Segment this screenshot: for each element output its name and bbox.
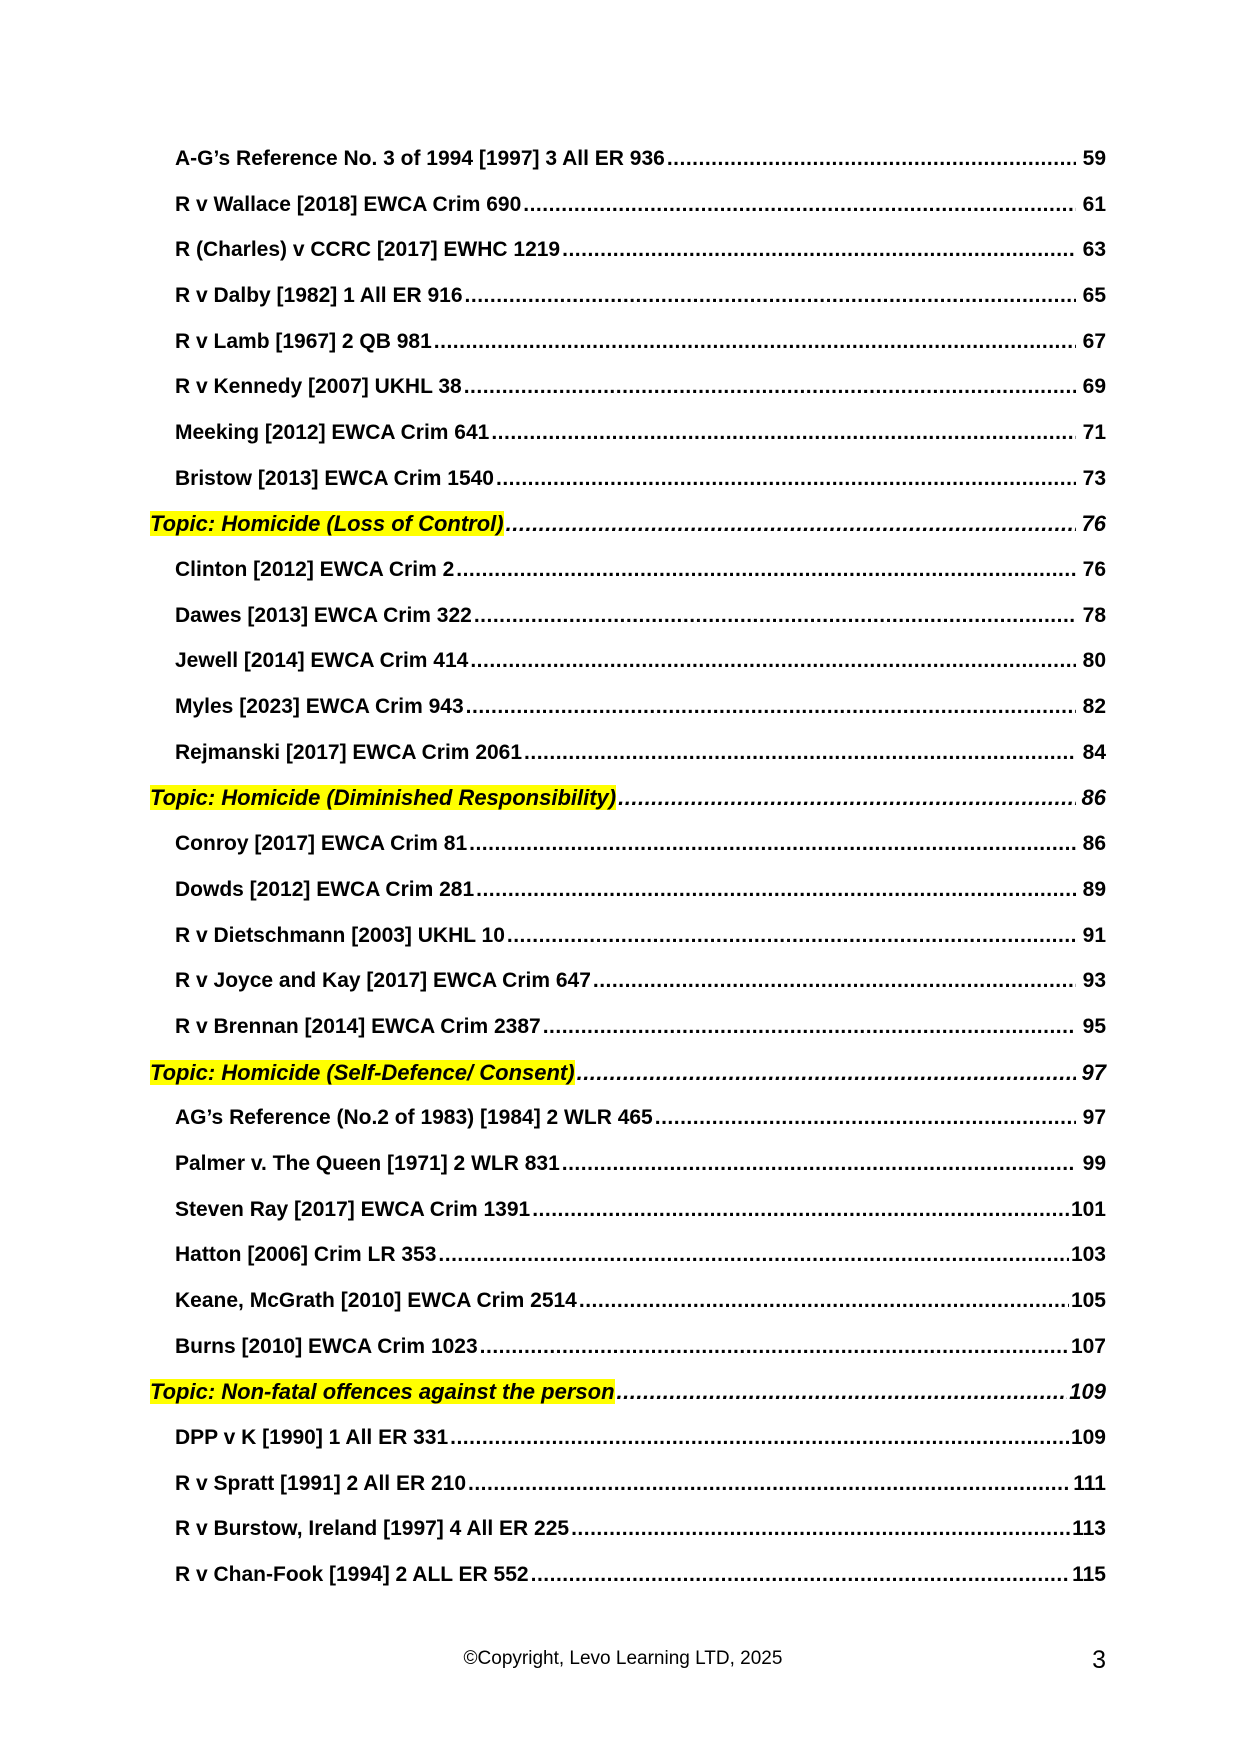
toc-entry[interactable] [0,1141,1246,1187]
toc-row[interactable] [175,227,1106,273]
case-title-text: R v Burstow, Ireland [1997] 4 All ER 225 [175,1517,570,1541]
dot-leader [468,1472,1071,1496]
case-title [175,147,665,171]
toc-page-number: 59 [1082,146,1106,170]
page-number: 3 [1092,1646,1106,1674]
case-title [175,1426,448,1450]
dot-leader [469,832,1076,856]
toc-page-number: 101 [1070,1197,1106,1221]
case-title [175,649,468,673]
dot-leader [562,1152,1076,1176]
dot-leader [474,604,1076,628]
toc-page-number: 111 [1073,1471,1106,1495]
toc-row[interactable] [175,1415,1106,1461]
page-footer [0,1646,1246,1676]
case-title-text: Burns [2010] EWCA Crim 1023 [175,1334,478,1358]
dot-leader [523,193,1076,217]
case-title [175,924,505,948]
toc-row[interactable] [175,1004,1106,1050]
case-title [175,878,474,902]
dot-leader [470,649,1076,673]
dot-leader [465,284,1076,308]
toc-page-number: 71 [1082,420,1106,444]
toc-page-number: 65 [1082,283,1106,307]
dot-leader [531,1563,1071,1587]
case-title-text: AG’s Reference (No.2 of 1983) [1984] 2 WLR 465 [175,1106,653,1130]
toc-entry[interactable] [0,913,1246,959]
toc-row[interactable] [175,1187,1106,1233]
toc-page-number: 78 [1082,603,1106,627]
toc-row[interactable] [175,1095,1106,1141]
case-title [175,284,463,308]
toc-entry[interactable] [0,639,1246,685]
case-title-text: A-G’s Reference No. 3 of 1994 [1997] 3 All ER 936 [175,146,665,170]
case-title [175,969,591,993]
dot-leader [532,1198,1069,1222]
toc-page-number: 93 [1082,969,1106,993]
dot-leader [434,330,1076,354]
toc-page-number: 91 [1082,923,1106,947]
dot-leader [476,878,1076,902]
toc-page-number: 80 [1082,649,1106,673]
case-title-text: Steven Ray [2017] EWCA Crim 1391 [175,1197,531,1221]
case-title [175,1472,466,1496]
dot-leader [562,238,1076,262]
topic-title [150,511,504,537]
toc-page-number: 115 [1072,1563,1106,1587]
case-title [175,467,494,491]
case-title-text: Clinton [2012] EWCA Crim 2 [175,558,455,582]
toc-entry[interactable] [0,182,1246,228]
toc-topic-heading[interactable] [0,1050,1246,1096]
case-title-text: Conroy [2017] EWCA Crim 81 [175,832,468,856]
toc-page-number: 86 [1082,832,1106,856]
toc-row[interactable] [175,1141,1106,1187]
toc-row[interactable] [175,364,1106,410]
toc-entry[interactable] [0,136,1246,182]
case-title-text: DPP v K [1990] 1 All ER 331 [175,1426,449,1450]
toc-page-number: 84 [1082,740,1106,764]
case-title-text: Meeking [2012] EWCA Crim 641 [175,420,490,444]
toc-topic-heading[interactable] [0,1370,1246,1416]
toc-page-number: 105 [1070,1289,1106,1313]
case-title [175,1243,436,1267]
toc-row[interactable] [175,730,1106,776]
toc-page-number: 76 [1082,558,1106,582]
toc-row[interactable] [175,136,1106,182]
toc-page-number: 76 [1081,511,1106,537]
dot-leader [667,147,1076,171]
toc-row[interactable] [150,776,1106,822]
toc-page-number: 86 [1081,785,1106,811]
toc-page-number: 107 [1070,1334,1106,1358]
toc-entry[interactable] [0,1004,1246,1050]
toc-row[interactable] [175,547,1106,593]
dot-leader [507,924,1076,948]
toc-entry[interactable] [0,319,1246,365]
toc-page-number: 97 [1082,1106,1106,1130]
case-title-text: Dawes [2013] EWCA Crim 322 [175,603,472,627]
dot-leader [617,1379,1068,1405]
topic-title [150,1379,615,1405]
toc-row[interactable] [175,273,1106,319]
toc-row[interactable] [175,821,1106,867]
toc-entry[interactable] [0,1233,1246,1279]
case-title-text: R v Dietschmann [2003] UKHL 10 [175,923,505,947]
case-title [175,832,467,856]
toc-row[interactable] [175,182,1106,228]
dot-leader [456,558,1076,582]
toc-page-number: 97 [1081,1059,1106,1085]
toc-entry[interactable] [0,227,1246,273]
toc-row[interactable] [175,1507,1106,1553]
toc-topic-heading[interactable] [0,502,1246,548]
dot-leader [524,741,1076,765]
toc-page-number: 67 [1082,329,1106,353]
case-title [175,695,464,719]
toc-entry[interactable] [0,1095,1246,1141]
toc-entry[interactable] [0,593,1246,639]
dot-leader [571,1517,1070,1541]
topic-title-text: Topic: Homicide (Self-Defence/ Consent) [150,1059,575,1085]
toc-row[interactable] [175,1461,1106,1507]
toc-page-number: 69 [1082,375,1106,399]
case-title [175,741,522,765]
toc-entry[interactable] [0,1187,1246,1233]
case-title [175,238,560,262]
case-title [175,558,454,582]
toc-page-number: 95 [1082,1014,1106,1038]
topic-title-text: Topic: Homicide (Diminished Responsibility) [150,785,617,811]
case-title-text: Palmer v. The Queen [1971] 2 WLR 831 [175,1151,560,1175]
toc-page-number: 103 [1070,1243,1106,1267]
toc-page-number: 99 [1082,1151,1106,1175]
toc-entry[interactable] [0,684,1246,730]
case-title-text: Keane, McGrath [2010] EWCA Crim 2514 [175,1289,577,1313]
toc-entry[interactable] [0,456,1246,502]
case-title [175,1015,541,1039]
toc-row[interactable] [175,319,1106,365]
dot-leader [618,785,1076,811]
dot-leader [655,1106,1076,1130]
dot-leader [466,695,1076,719]
case-title [175,1152,560,1176]
topic-title-text: Topic: Non-fatal offences against the person [150,1379,615,1405]
case-title [175,421,489,445]
dot-leader [464,375,1076,399]
toc-entry[interactable] [0,364,1246,410]
toc-entry[interactable] [0,1278,1246,1324]
toc-entry[interactable] [0,410,1246,456]
dot-leader [577,1060,1076,1086]
case-title-text: R v Wallace [2018] EWCA Crim 690 [175,192,522,216]
toc-row[interactable] [175,593,1106,639]
dot-leader [506,511,1076,537]
toc-entry[interactable] [0,1461,1246,1507]
dot-leader [593,969,1076,993]
toc-page-number: 73 [1082,466,1106,490]
toc-topic-heading[interactable] [0,776,1246,822]
toc-entry[interactable] [0,1507,1246,1553]
toc-page-number: 82 [1082,695,1106,719]
case-title [175,1517,569,1541]
toc-row[interactable] [175,639,1106,685]
toc-entry[interactable] [0,1415,1246,1461]
toc-row[interactable] [175,1233,1106,1279]
toc-entry[interactable] [0,958,1246,1004]
case-title-text: R v Lamb [1967] 2 QB 981 [175,329,432,353]
toc-row[interactable] [175,1278,1106,1324]
case-title-text: R v Kennedy [2007] UKHL 38 [175,375,462,399]
toc-row[interactable] [175,958,1106,1004]
case-title-text: Rejmanski [2017] EWCA Crim 2061 [175,740,523,764]
toc-row[interactable] [150,1370,1106,1416]
dot-leader [579,1289,1069,1313]
toc-row[interactable] [150,1050,1106,1096]
copyright-notice: ©Copyright, Levo Learning LTD, 2025 [463,1648,783,1669]
toc-page-number: 109 [1069,1379,1106,1405]
case-title-text: Dowds [2012] EWCA Crim 281 [175,877,475,901]
case-title [175,193,521,217]
toc-row[interactable] [150,502,1106,548]
toc-entry[interactable] [0,273,1246,319]
toc-page-number: 63 [1082,238,1106,262]
case-title [175,330,432,354]
toc-page-number: 113 [1072,1517,1106,1541]
toc-entry[interactable] [0,547,1246,593]
toc-row[interactable] [175,867,1106,913]
toc-row[interactable] [175,410,1106,456]
toc-entry[interactable] [0,1324,1246,1370]
toc-row[interactable] [175,456,1106,502]
case-title [175,1563,529,1587]
case-title [175,1335,478,1359]
case-title-text: R v Joyce and Kay [2017] EWCA Crim 647 [175,969,591,993]
case-title-text: R (Charles) v CCRC [2017] EWHC 1219 [175,238,561,262]
case-title [175,1106,653,1130]
dot-leader [543,1015,1076,1039]
toc-row[interactable] [175,684,1106,730]
case-title [175,1289,577,1313]
dot-leader [491,421,1076,445]
dot-leader [496,467,1076,491]
toc-entry[interactable] [0,821,1246,867]
case-title-text: R v Dalby [1982] 1 All ER 916 [175,283,463,307]
toc-entry[interactable] [0,730,1246,776]
case-title-text: R v Spratt [1991] 2 All ER 210 [175,1471,467,1495]
toc-page-number: 61 [1082,192,1106,216]
case-title [175,1198,530,1222]
toc-entry[interactable] [0,1552,1246,1598]
toc-row[interactable] [175,1552,1106,1598]
case-title-text: Myles [2023] EWCA Crim 943 [175,695,464,719]
dot-leader [438,1243,1069,1267]
topic-title [150,1060,575,1086]
topic-title [150,785,616,811]
toc-page-number: 89 [1082,877,1106,901]
toc-page-number: 109 [1070,1426,1106,1450]
dot-leader [450,1426,1069,1450]
case-title [175,375,462,399]
dot-leader [480,1335,1069,1359]
toc-entry[interactable] [0,867,1246,913]
case-title-text: Jewell [2014] EWCA Crim 414 [175,649,469,673]
case-title-text: Hatton [2006] Crim LR 353 [175,1243,437,1267]
case-title-text: R v Brennan [2014] EWCA Crim 2387 [175,1014,541,1038]
case-title-text: R v Chan-Fook [1994] 2 ALL ER 552 [175,1563,529,1587]
table-of-contents [0,136,1246,1598]
toc-row[interactable] [175,1324,1106,1370]
toc-row[interactable] [175,913,1106,959]
case-title [175,604,472,628]
topic-title-text: Topic: Homicide (Loss of Control) [150,511,504,537]
case-title-text: Bristow [2013] EWCA Crim 1540 [175,466,494,490]
